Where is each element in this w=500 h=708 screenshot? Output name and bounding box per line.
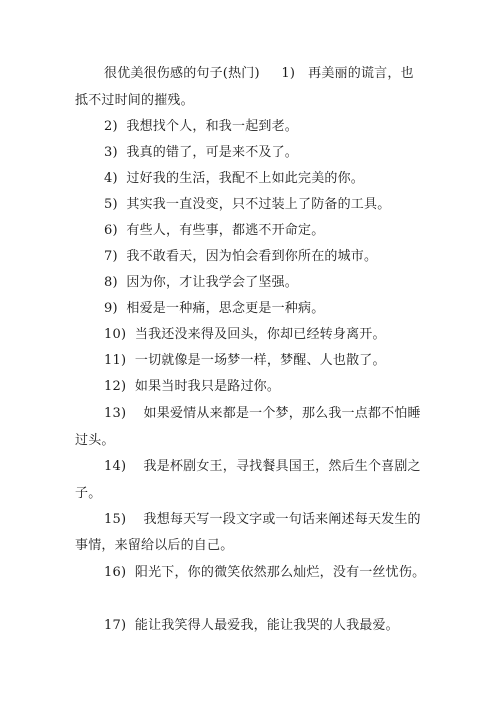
text-line-12: 11) 一切就像是一场梦一样，梦醒、人也散了。 xyxy=(104,353,386,368)
text-line-18: 15) 我想每天写一段文字或一句话来阐述每天发生的 xyxy=(104,512,421,527)
text-line-10: 9) 相爱是一种痛，思念更是一种病。 xyxy=(104,301,325,316)
text-line-20: 16) 阳光下，你的微笑依然那么灿烂，没有一丝忧伤。 xyxy=(104,565,426,580)
text-line-1: 很优美很伤感的句子(热门) 1) 再美丽的谎言，也 xyxy=(104,66,414,81)
text-line-16: 14) 我是杯剧女王，寻找餐具国王，然后生个喜剧之 xyxy=(104,459,421,474)
text-line-21: 17) 能让我笑得人最爱我，能让我哭的人我最爱。 xyxy=(104,618,399,633)
text-line-11: 10) 当我还没来得及回头，你却已经转身离开。 xyxy=(104,327,386,342)
text-line-9: 8) 因为你，才让我学会了坚强。 xyxy=(104,275,299,290)
text-line-13: 12) 如果当时我只是路过你。 xyxy=(104,379,281,394)
text-line-17: 子。 xyxy=(75,486,102,501)
text-line-19: 事情，来留给以后的自己。 xyxy=(75,538,234,553)
text-line-15: 过头。 xyxy=(75,433,115,448)
text-line-6: 5) 其实我一直没变，只不过装上了防备的工具。 xyxy=(104,197,391,212)
text-line-3: 2) 我想找个人，和我一起到老。 xyxy=(104,119,299,134)
text-line-7: 6) 有些人，有些事，都逃不开命定。 xyxy=(104,223,325,238)
text-line-2: 抵不过时间的摧残。 xyxy=(75,93,194,108)
text-line-8: 7) 我不敢看天，因为怕会看到你所在的城市。 xyxy=(104,249,378,264)
text-line-14: 13) 如果爱情从来都是一个梦，那么我一点都不怕睡 xyxy=(104,406,421,421)
text-line-5: 4) 过好我的生活，我配不上如此完美的你。 xyxy=(104,171,365,186)
text-line-4: 3) 我真的错了，可是来不及了。 xyxy=(104,145,299,160)
